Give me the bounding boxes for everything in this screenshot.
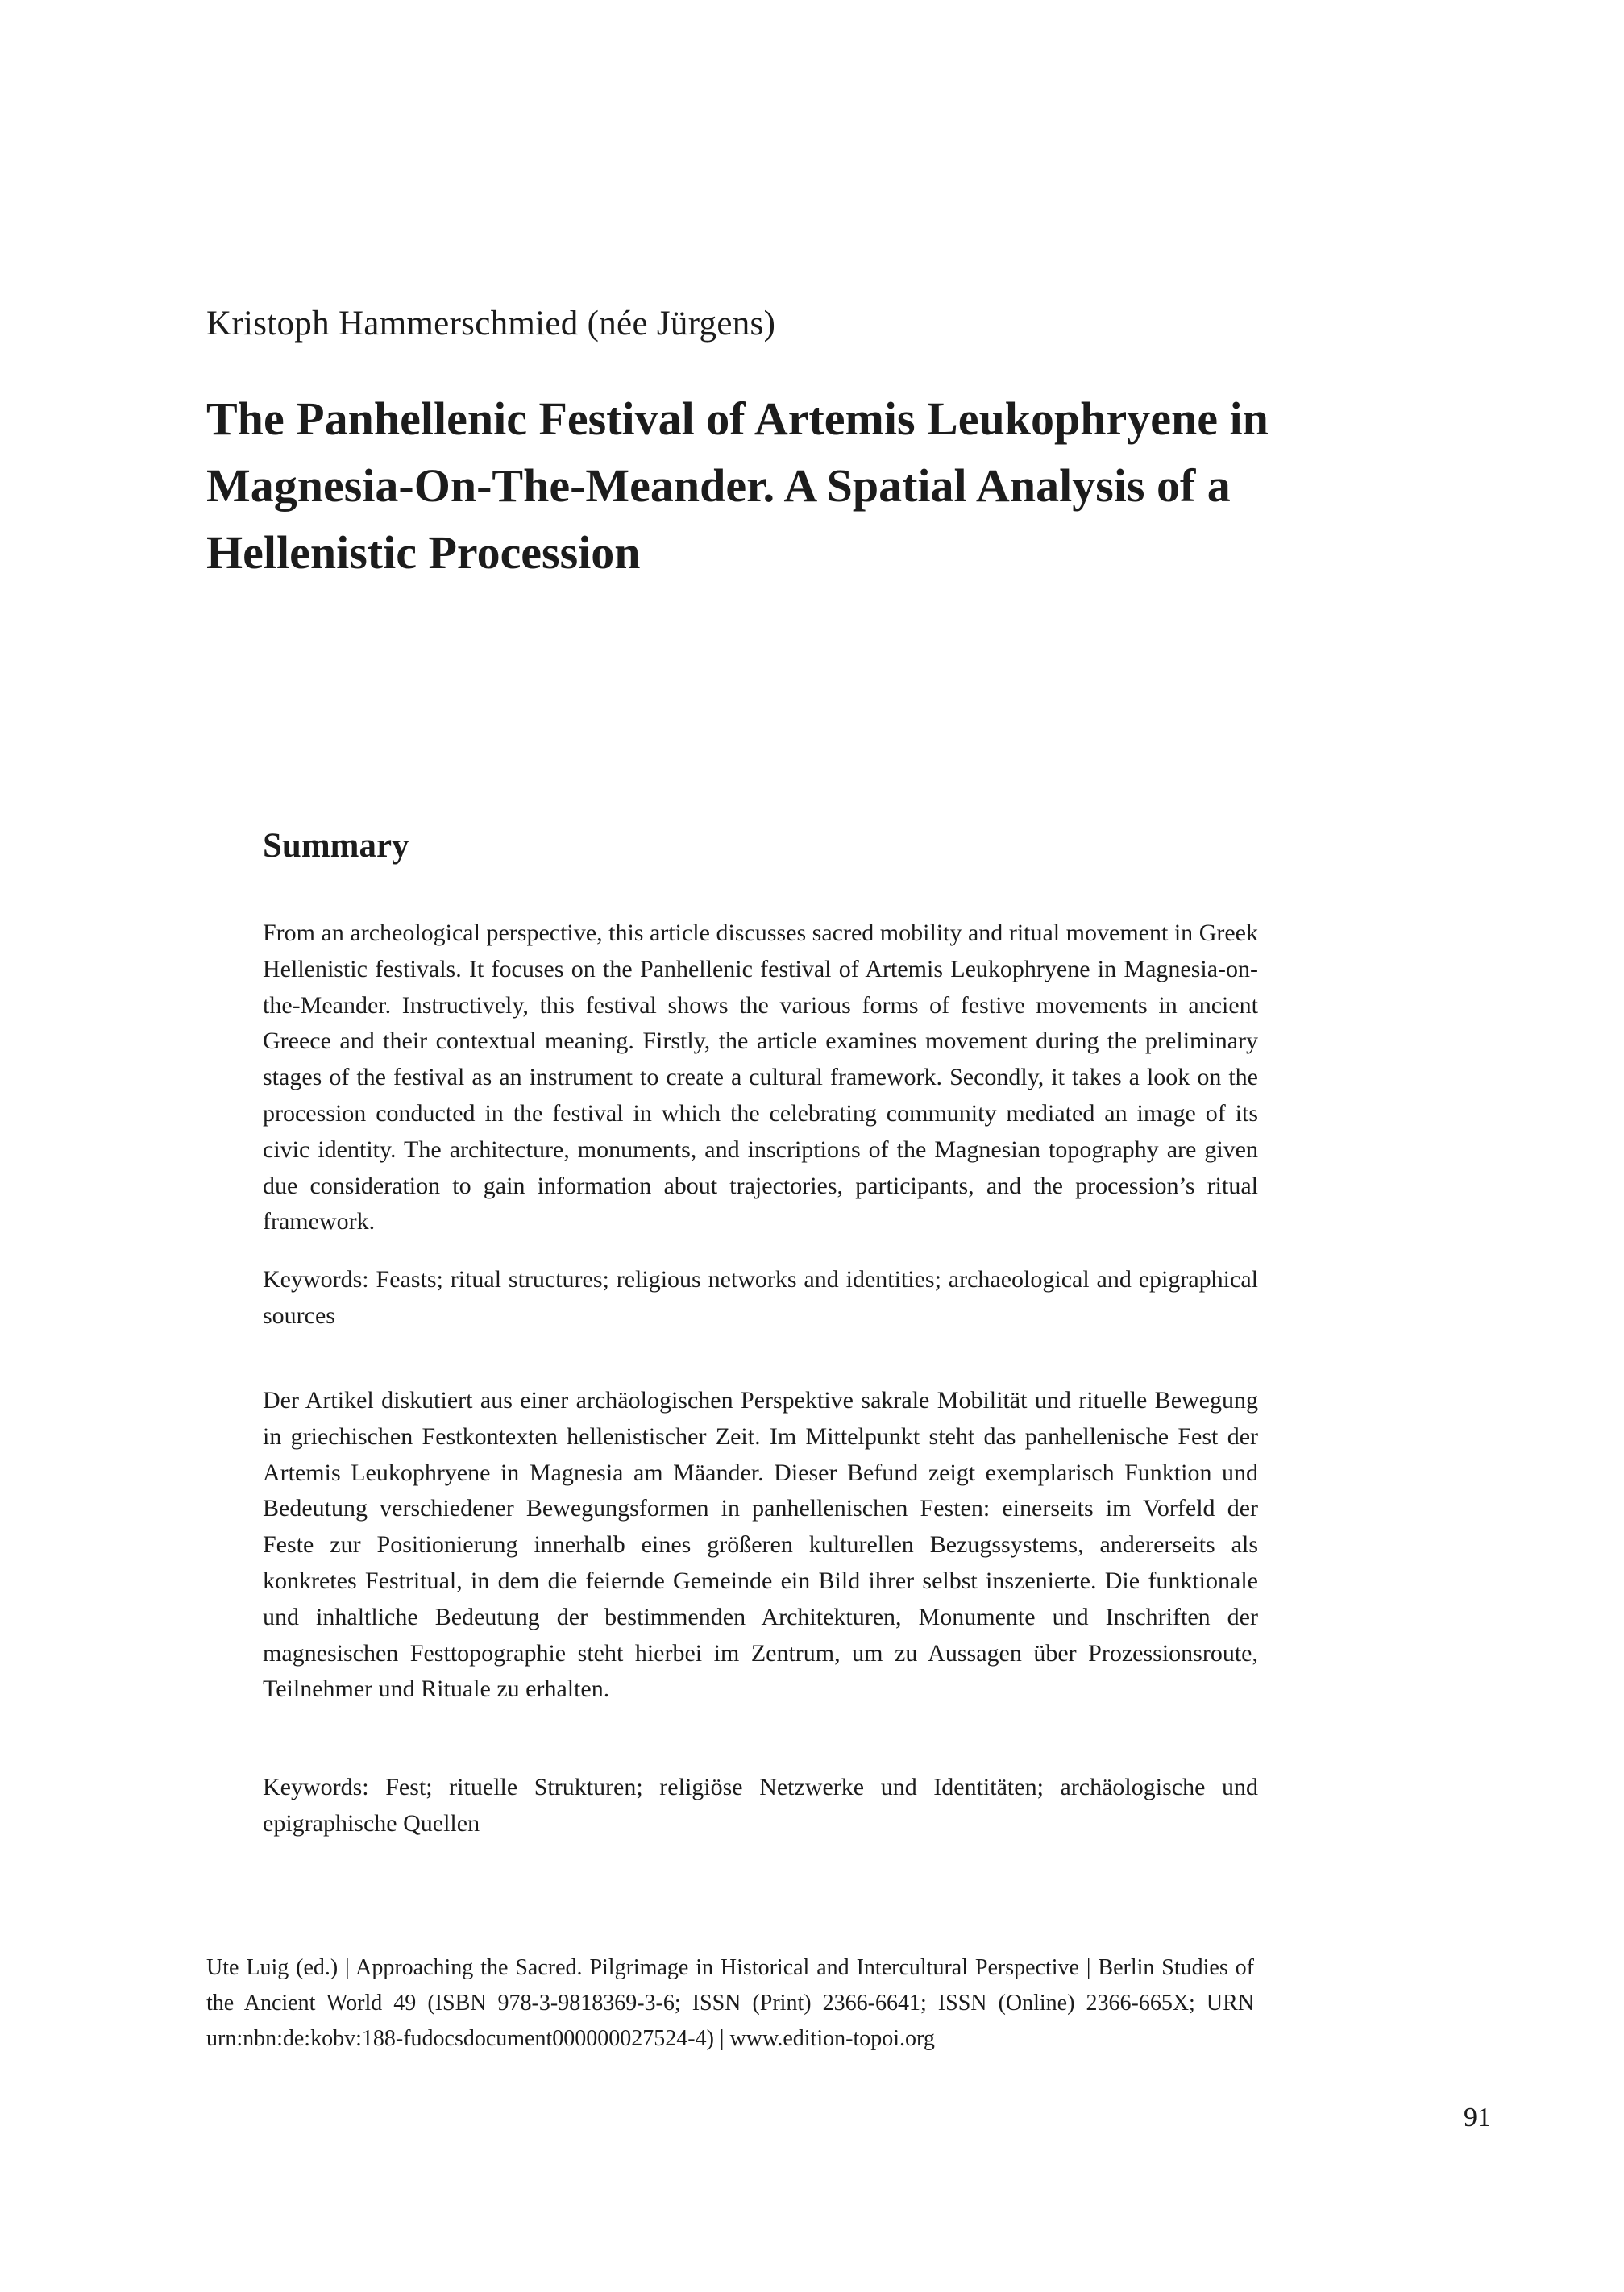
keywords-german: Keywords: Fest; rituelle Strukturen; religiöse Netzwerke und Identitäten; archäologische und epigraphische Quellen (263, 1774, 1258, 1837)
keywords-english: Keywords: Feasts; ritual structures; religious networks and identities; archaeological and epigraphical sources (263, 1266, 1258, 1329)
citation-footer: Ute Luig (ed.) | Approaching the Sacred. Pilgrimage in Historical and Intercultural Perspective | Berlin Studies of the Ancient World 49 (ISBN 978-3-9818369-3-6; ISSN (Print) 2366-6641; ISSN (Online) 2366-665X; URN urn:nbn:de:kobv:188-fudocsdocument000000027524-4) | www.edition-topoi.org (206, 1955, 1254, 2051)
abstract-english: From an archeological perspective, this article discusses sacred mobility and ritual movement in Greek Hellenistic festivals. It focuses on the Panhellenic festival of Artemis Leukophryene in Magnesia-on-the-Meander. Instructively, this festival shows the various forms of festive movements in ancient Greece and their contextual meaning. Firstly, the article examines movement during the preliminary stages of the festival as an instrument to create a cultural framework. Secondly, it takes a look on the procession conducted in the festival in which the celebrating community mediated an image of its civic identity. The architecture, monuments, and inscriptions of the Magnesian topography are given due consideration to gain information about trajectories, participants, and the procession’s ritual framework. (263, 920, 1258, 1235)
page-number: 91 (1464, 2103, 1491, 2132)
article-title: The Panhellenic Festival of Artemis Leukophryene in Magnesia-On-The-Meander. A Spatial Analysis of a Hellenistic Procession (206, 392, 1269, 579)
author-name: Kristoph Hammerschmied (née Jürgens) (206, 305, 776, 343)
abstract-german: Der Artikel diskutiert aus einer archäologischen Perspektive sakrale Mobilität und rituelle Bewegung in griechischen Festkontexten hellenistischer Zeit. Im Mittelpunkt steht das panhellenische Fest der Artemis Leukophryene in Magnesia am Mäander. Dieser Befund zeigt exemplarisch Funktion und Bedeutung verschiedener Bewegungsformen in panhellenischen Festen: einerseits im Vorfeld der Feste zur Positionierung innerhalb eines größeren kulturellen Bezugssystems, andererseits als konkretes Festritual, in dem die feiernde Gemeinde ein Bild ihrer selbst inszenierte. Die funktionale und inhaltliche Bedeutung der bestimmenden Architekturen, Monumente und Inschriften der magnesischen Festtopographie steht hierbei im Zentrum, um zu Aussagen über Prozessionsroute, Teilnehmer und Rituale zu erhalten. (263, 1387, 1258, 1703)
summary-heading: Summary (263, 827, 409, 865)
